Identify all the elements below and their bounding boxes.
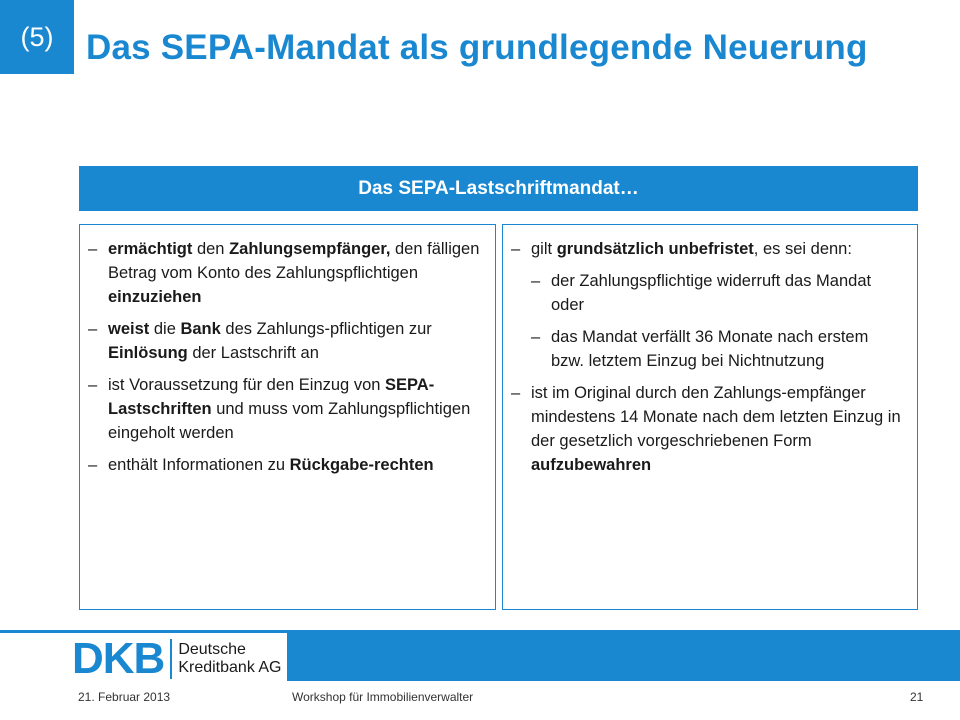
bullet-text-bold: Einlösung bbox=[108, 344, 188, 362]
footer-brand-bar bbox=[287, 633, 960, 681]
bullet-text bbox=[551, 325, 903, 373]
bullet-text-segment: den bbox=[192, 240, 230, 258]
right-panel bbox=[502, 224, 918, 610]
dkb-logo bbox=[72, 634, 282, 683]
bullet-text-segment: , es sei denn: bbox=[753, 240, 852, 258]
footer-event: Workshop für Immobilienverwalter bbox=[292, 690, 474, 704]
bullet-text-segment: ist im Original durch den Zahlungs-empfänger mindestens 14 Monate nach dem letzten Einzug in der gesetzlich vorgeschriebenen Form bbox=[531, 384, 901, 450]
bullet-dash: – bbox=[531, 272, 541, 290]
bullet-text-bold: einzuziehen bbox=[108, 288, 202, 306]
bullet-text-bold: Zahlungsempfänger, bbox=[229, 240, 391, 258]
left-panel bbox=[79, 224, 496, 610]
bullet-text-bold: grundsätzlich unbefristet bbox=[556, 240, 754, 258]
bullet-item bbox=[531, 269, 903, 317]
bullet-dash: – bbox=[88, 456, 98, 474]
bullet-text-segment: des Zahlungs-pflichtigen zur bbox=[220, 320, 432, 338]
bullet-text bbox=[108, 237, 481, 309]
logo-text bbox=[178, 641, 281, 677]
logo-line-2: Kreditbank AG bbox=[178, 659, 282, 676]
bullet-text-segment: enthält Informationen zu bbox=[108, 456, 290, 474]
bullet-text bbox=[108, 453, 434, 477]
bullet-text-bold: Rückgabe-rechten bbox=[289, 456, 434, 474]
section-banner: Das SEPA-Lastschriftmandat… bbox=[79, 166, 918, 211]
bullet-text-bold: weist bbox=[108, 320, 150, 338]
logo-divider bbox=[170, 639, 172, 679]
bullet-item bbox=[511, 237, 903, 261]
bullet-item bbox=[531, 325, 903, 373]
bullet-dash: – bbox=[531, 328, 541, 346]
bullet-text-bold: aufzubewahren bbox=[531, 456, 652, 474]
bullet-text-segment: gilt bbox=[531, 240, 557, 258]
bullet-text-segment: der Zahlungspflichtige widerruft das Mandat oder bbox=[551, 272, 872, 314]
bullet-text-bold: Bank bbox=[180, 320, 221, 338]
logo-mark: DKB bbox=[72, 634, 165, 683]
slide-title: Das SEPA-Mandat als grundlegende Neuerung bbox=[86, 28, 868, 67]
bullet-text-segment: den fälligen Betrag vom Konto des Zahlungspflichtigen bbox=[108, 240, 480, 282]
bullet-text-segment: die bbox=[149, 320, 181, 338]
bullet-item bbox=[88, 317, 481, 365]
bullet-text-segment: ist Voraussetzung für den Einzug von bbox=[108, 376, 386, 394]
bullet-text-segment: der Lastschrift an bbox=[187, 344, 319, 362]
bullet-text bbox=[551, 269, 903, 317]
bullet-dash: – bbox=[88, 376, 98, 394]
bullet-text-bold: SEPA-Lastschriften bbox=[108, 376, 435, 418]
bullet-dash: – bbox=[511, 240, 521, 258]
bullet-text bbox=[108, 317, 481, 365]
bullet-dash: – bbox=[88, 320, 98, 338]
bullet-text-bold: ermächtigt bbox=[108, 240, 193, 258]
bullet-item bbox=[511, 381, 903, 477]
slide-number-badge: (5) bbox=[0, 0, 74, 74]
bullet-text bbox=[531, 381, 903, 477]
page-number: 21 bbox=[910, 690, 924, 704]
bullet-item bbox=[88, 373, 481, 445]
bullet-item bbox=[88, 453, 481, 477]
bullet-dash: – bbox=[88, 240, 98, 258]
bullet-text-segment: und muss vom Zahlungspflichtigen eingeholt werden bbox=[108, 400, 471, 442]
bullet-dash: – bbox=[511, 384, 521, 402]
bullet-text-segment: das Mandat verfällt 36 Monate nach erstem bzw. letztem Einzug bei Nichtnutzung bbox=[551, 328, 869, 370]
footer-date: 21. Februar 2013 bbox=[78, 690, 171, 704]
bullet-text bbox=[531, 237, 852, 261]
bullet-item bbox=[88, 237, 481, 309]
bullet-text bbox=[108, 373, 481, 445]
logo-line-1: Deutsche bbox=[178, 641, 246, 658]
